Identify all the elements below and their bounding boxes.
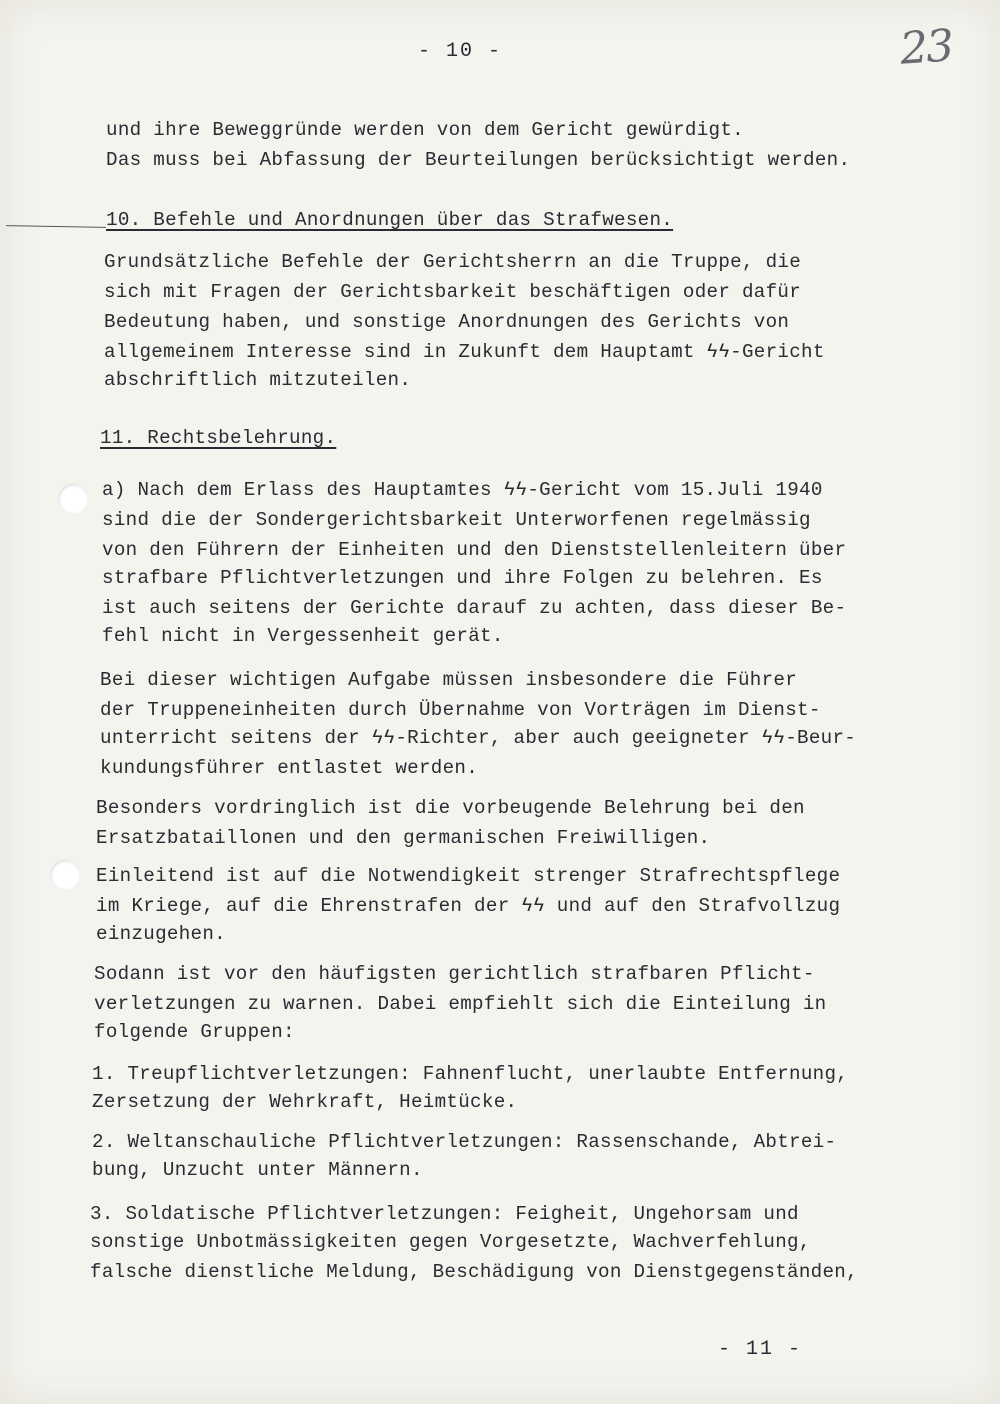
text-line: strafbare Pflichtverletzungen und ihre Folgen zu belehren. Es xyxy=(102,567,823,589)
section-heading-11: 11. Rechtsbelehrung. xyxy=(100,427,337,449)
text-line: verletzungen zu warnen. Dabei empfiehlt sich die Einteilung in xyxy=(94,993,827,1015)
text-line: Ersatzbataillonen und den germanischen Freiwilligen. xyxy=(96,827,711,849)
text-line: Das muss bei Abfassung der Beurteilungen berücksichtigt werden. xyxy=(106,149,851,171)
text-line: sind die der Sondergerichtsbarkeit Unterworfenen regelmässig xyxy=(102,509,811,531)
text-line: von den Führern der Einheiten und den Dienststellenleitern über xyxy=(102,539,847,561)
text-line: Bedeutung haben, und sonstige Anordnungen des Gerichts von xyxy=(104,311,790,333)
text-line: Grundsätzliche Befehle der Gerichtsherrn an die Truppe, die xyxy=(104,251,802,273)
section-heading-10: 10. Befehle und Anordnungen über das Strafwesen. xyxy=(106,209,674,231)
text-line: kundungsführer entlastet werden. xyxy=(100,757,479,779)
margin-pencil-mark xyxy=(6,225,106,228)
text-line: und ihre Beweggründe werden von dem Gericht gewürdigt. xyxy=(106,119,744,141)
list-item-3: 3. Soldatische Pflichtverletzungen: Feigheit, Ungehorsam und xyxy=(90,1203,799,1225)
text-line: Zersetzung der Wehrkraft, Heimtücke. xyxy=(92,1091,518,1113)
text-line: der Truppeneinheiten durch Übernahme von Vorträgen im Dienst- xyxy=(100,699,821,721)
text-line: einzugehen. xyxy=(96,923,226,945)
text-line: falsche dienstliche Meldung, Beschädigung von Dienstgegenständen, xyxy=(90,1261,858,1283)
text-line: Besonders vordringlich ist die vorbeugende Belehrung bei den xyxy=(96,797,805,819)
text-line: a) Nach dem Erlass des Hauptamtes ϟϟ-Gericht vom 15.Juli 1940 xyxy=(102,479,823,501)
text-line: unterricht seitens der ϟϟ-Richter, aber auch geeigneter ϟϟ-Beur- xyxy=(100,727,857,749)
text-line: sonstige Unbotmässigkeiten gegen Vorgesetzte, Wachverfehlung, xyxy=(90,1231,811,1253)
handwritten-folio-number: 23 xyxy=(898,20,954,75)
text-line: bung, Unzucht unter Männern. xyxy=(92,1159,423,1181)
text-line: allgemeinem Interesse sind in Zukunft dem Hauptamt ϟϟ-Gericht xyxy=(104,341,825,363)
catchword-next-page: - 11 - xyxy=(718,1338,803,1361)
text-line: sich mit Fragen der Gerichtsbarkeit beschäftigen oder dafür xyxy=(104,281,802,303)
text-line: im Kriege, auf die Ehrenstrafen der ϟϟ und auf den Strafvollzug xyxy=(96,895,841,917)
punch-hole-upper xyxy=(58,484,88,514)
text-line: fehl nicht in Vergessenheit gerät. xyxy=(102,625,504,647)
text-line: folgende Gruppen: xyxy=(94,1021,295,1043)
text-line: ist auch seitens der Gerichte darauf zu achten, dass dieser Be- xyxy=(102,597,847,619)
list-item-2: 2. Weltanschauliche Pflichtverletzungen: Rassenschande, Abtrei- xyxy=(92,1131,837,1153)
punch-hole-lower xyxy=(50,860,80,890)
page-number: - 10 - xyxy=(418,40,503,63)
text-line: Bei dieser wichtigen Aufgabe müssen insbesondere die Führer xyxy=(100,669,798,691)
text-line: Einleitend ist auf die Notwendigkeit strenger Strafrechtspflege xyxy=(96,865,841,887)
list-item-1: 1. Treupflichtverletzungen: Fahnenflucht, unerlaubte Entfernung, xyxy=(92,1063,849,1085)
text-line: Sodann ist vor den häufigsten gerichtlich strafbaren Pflicht- xyxy=(94,963,815,985)
text-line: abschriftlich mitzuteilen. xyxy=(104,369,412,391)
